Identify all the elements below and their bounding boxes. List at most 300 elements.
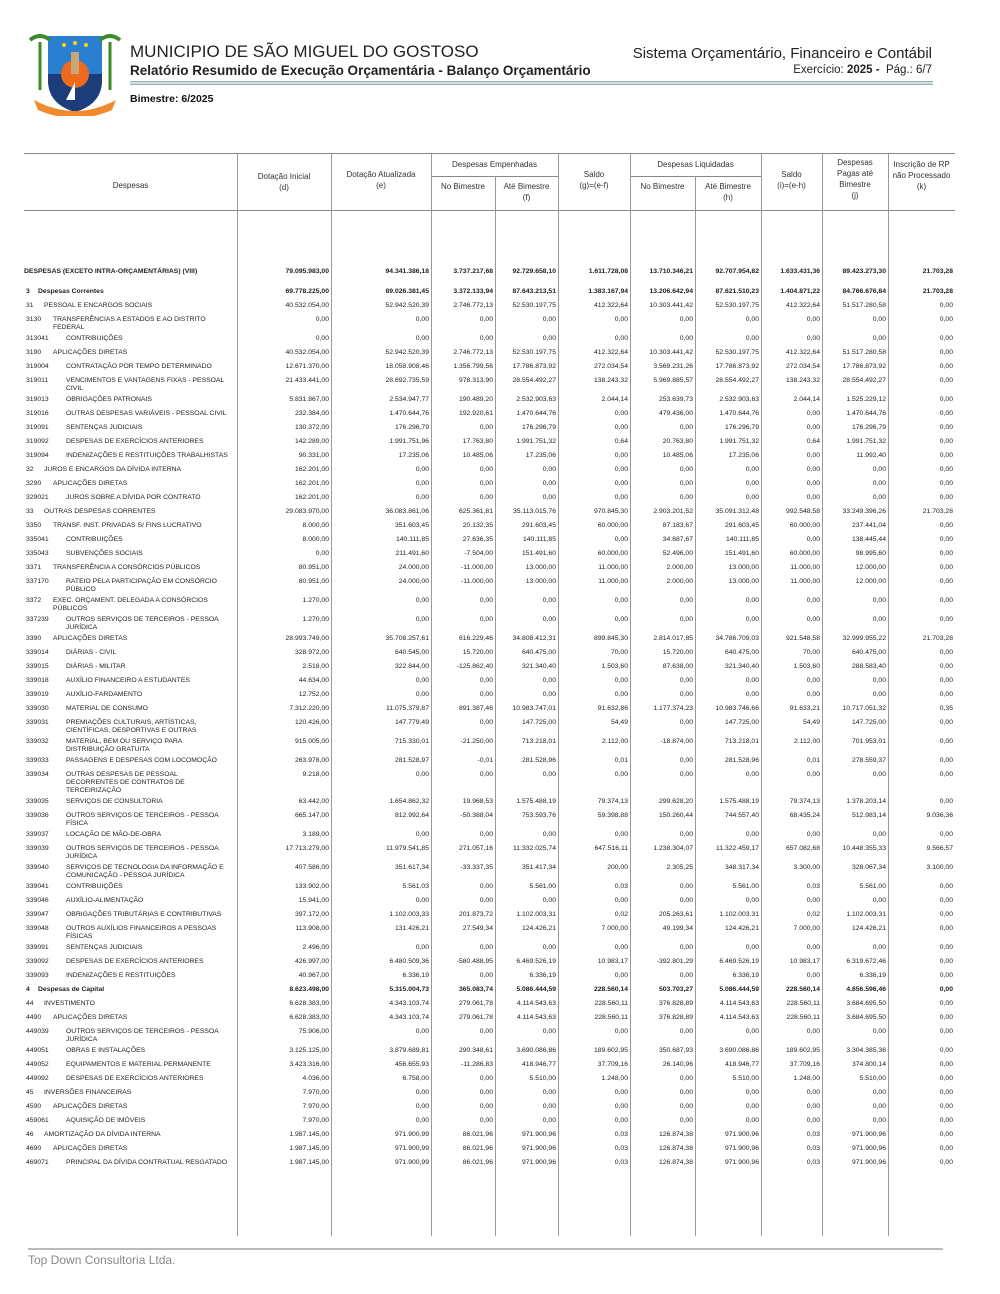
value-cell: 0,00 [415,677,429,684]
value-cell: 0,00 [415,1028,429,1035]
row-label [24,735,237,754]
value-cell: 0,03 [806,1159,820,1166]
value-cell: 0,00 [415,480,429,487]
value-cell: 971.900,96 [724,1145,759,1152]
value-cell: 2.532.903,63 [719,396,759,403]
value-cell: 13.710.346,21 [649,268,693,275]
value-cell: 0,00 [806,494,820,501]
value-cell: -392.801,29 [656,958,693,965]
value-cell: 0,00 [939,1028,953,1035]
value-cell: 4.114.543,63 [719,1014,759,1021]
value-cell: 0,00 [939,1145,953,1152]
value-cell: 0,00 [479,883,493,890]
value-cell: 0,00 [939,897,953,904]
value-cell: 28.993.749,00 [285,635,329,642]
table-row [24,1011,955,1025]
table-row [24,969,955,983]
footer-company: Top Down Consultoria Ltda. [28,1253,176,1267]
value-cell: 200,00 [607,864,628,871]
value-cell: 479.436,00 [658,410,693,417]
value-cell: 0,00 [745,771,759,778]
value-cell: 63.442,00 [298,798,329,805]
row-code: 337239 [26,616,49,623]
value-cell: 1.987.145,00 [289,1145,329,1152]
value-cell: 17.235,06 [398,452,429,459]
row-label [24,842,237,861]
value-cell: 28.554.492,27 [842,377,886,384]
col-pagas [827,157,883,201]
value-cell: 0,00 [542,677,556,684]
row-description: OUTROS SERVIÇOS DE TERCEIROS - PESSOA JURÍDICA [66,616,219,631]
value-cell: 0,00 [745,1117,759,1124]
table-row [24,674,955,688]
value-cell: 1.991.751,32 [516,438,556,445]
table-row [24,842,955,861]
value-cell: 0,00 [872,335,886,342]
value-cell: 124.426,21 [851,925,886,932]
value-cell: 0,00 [806,466,820,473]
value-cell: 147.725,00 [521,719,556,726]
value-cell: 0,00 [806,897,820,904]
value-cell: 0,00 [614,424,628,431]
value-cell: 89.026.381,45 [385,288,429,295]
value-cell: 3.737.217,68 [453,268,493,275]
row-description: OBRAS E INSTALAÇÕES [66,1047,146,1054]
value-cell: 60.000,00 [597,522,628,529]
table-row [24,346,955,360]
value-cell: 0,00 [806,691,820,698]
value-cell: 0,00 [614,536,628,543]
value-cell: 0,00 [614,972,628,979]
row-description: AUXÍLIO FINANCEIRO A ESTUDANTES [66,677,190,684]
value-cell: 0,00 [939,911,953,918]
table-row [24,660,955,674]
row-code: 339036 [26,812,49,819]
value-cell: 10.983.747,01 [512,705,556,712]
value-cell: 1.470.644,76 [389,410,429,417]
value-cell: 640.475,00 [521,649,556,656]
col-despesas: Despesas [112,181,149,190]
row-label [24,407,237,421]
value-cell: 0,00 [939,972,953,979]
value-cell: 6.758,00 [402,1075,429,1082]
value-cell: 418.946,77 [521,1061,556,1068]
table-row [24,1114,955,1128]
value-cell: 0,00 [939,883,953,890]
value-cell: 126.874,38 [658,1145,693,1152]
value-cell: 0,00 [542,831,556,838]
value-cell: 322.844,00 [394,663,429,670]
col-label: (d) [279,183,289,192]
row-description: Despesas de Capital [38,986,105,993]
value-cell: 0,00 [542,597,556,604]
value-cell: 0,00 [806,616,820,623]
row-code: 339092 [26,958,49,965]
value-cell: 0,01 [614,757,628,764]
value-cell: 8.000,00 [302,522,329,529]
table-row [24,299,955,313]
value-cell: 0,00 [745,1103,759,1110]
value-cell: 0,00 [614,944,628,951]
value-cell: 0,00 [806,1117,820,1124]
value-cell: 11.000,00 [598,564,628,571]
value-cell: 80.951,00 [298,564,329,571]
row-code: 339093 [26,972,49,979]
value-cell: 272.034,54 [593,363,628,370]
value-cell: 13.206.642,94 [649,288,693,295]
value-cell: 0,00 [679,1028,693,1035]
row-description: APLICAÇÕES DIRETAS [53,635,128,642]
row-code: 46 [26,1131,34,1138]
row-label [24,393,237,407]
value-cell: 34.808.412,31 [512,635,556,642]
value-cell: 133.902,00 [294,883,329,890]
value-cell: 0,00 [939,494,953,501]
table-row [24,613,955,632]
value-cell: 20.132,35 [462,522,493,529]
value-cell: 176.296,79 [521,424,556,431]
row-label [24,519,237,533]
row-description: PREMIAÇÕES CULTURAIS, ARTÍSTICAS, CIENTÍFICAS, DESPORTIVAS E OUTRAS [66,719,197,734]
row-code: 339035 [26,798,49,805]
value-cell: 0,00 [939,757,953,764]
value-cell: 176.296,79 [851,424,886,431]
row-code: 339048 [26,925,49,932]
value-cell: 1.102.003,31 [516,911,556,918]
value-cell: 299.628,20 [658,798,693,805]
value-cell: 291.603,45 [724,522,759,529]
value-cell: 21.703,28 [922,268,953,275]
value-cell: 27.549,34 [462,925,493,932]
value-cell: 0,00 [806,771,820,778]
value-cell: 0,00 [872,1117,886,1124]
value-cell: 12.752,00 [298,691,329,698]
value-cell: 147.779,49 [394,719,429,726]
row-label [24,941,237,955]
value-cell: 0,00 [479,466,493,473]
value-cell: 412.322,64 [785,302,820,309]
value-cell: 1.238.304,07 [653,845,693,852]
col-label: Dotação Atualizada [346,170,416,179]
value-cell: 0,00 [806,410,820,417]
value-cell: 86.021,96 [462,1159,493,1166]
value-cell: 4.114.543,63 [516,1000,556,1007]
col-label: (i)=(e-h) [777,181,806,190]
value-cell: 2.044,14 [601,396,628,403]
value-cell: 11.075.379,87 [386,705,429,712]
row-description: TRANSF. INST. PRIVADAS S/ FINS LUCRATIVO [53,522,202,529]
value-cell: 5.561,03 [402,883,429,890]
value-cell: 0,00 [614,691,628,698]
row-description: INDENIZAÇÕES E RESTITUIÇÕES TRABALHISTAS [66,452,228,459]
value-cell: 228.560,11 [594,1014,628,1021]
value-cell: -21.250,00 [460,738,493,745]
value-cell: 124.426,21 [724,925,759,932]
table-row [24,491,955,505]
row-description: APLICAÇÕES DIRETAS [53,1103,128,1110]
col-label: Inscrição de RP não Processado [892,160,951,180]
value-cell: -11.000,00 [461,564,493,571]
value-cell: 657.082,68 [785,845,820,852]
value-cell: 0,00 [872,677,886,684]
value-cell: 971.900,99 [394,1131,429,1138]
value-cell: 0,03 [614,1131,628,1138]
value-cell: 0,00 [939,363,953,370]
row-code: 33 [26,508,34,515]
value-cell: 21.703,28 [922,635,953,642]
table-row [24,997,955,1011]
value-cell: 0,00 [542,771,556,778]
value-cell: 291.603,45 [521,522,556,529]
value-cell: 0,00 [679,972,693,979]
value-cell: 2.534.947,77 [389,396,429,403]
value-cell: 971.900,99 [394,1145,429,1152]
exercise-label: Exercício: [793,64,844,76]
value-cell: 0,00 [542,897,556,904]
row-description: DESPESAS DE EXERCÍCIOS ANTERIORES [66,438,204,445]
value-cell: 7.000,00 [601,925,628,932]
value-cell: 0,00 [614,897,628,904]
row-label [24,533,237,547]
value-cell: 0,00 [939,578,953,585]
value-cell: -18.874,00 [660,738,693,745]
value-cell: 13.000,00 [525,564,556,571]
value-cell: 0,00 [614,410,628,417]
value-cell: 24.000,00 [398,564,429,571]
value-cell: 0,00 [939,798,953,805]
value-cell: 15.941,00 [298,897,329,904]
value-cell: 15.720,00 [462,649,493,656]
value-cell: 0,00 [679,466,693,473]
value-cell: 0,00 [542,1103,556,1110]
row-label [24,795,237,809]
row-label [24,880,237,894]
value-cell: 228.560,14 [785,986,820,993]
value-cell: 971.900,96 [521,1159,556,1166]
col-dotacao-inicial [237,171,331,193]
row-label [24,688,237,702]
value-cell: 0,00 [315,335,329,342]
value-cell: 0,00 [679,480,693,487]
row-description: JUROS E ENCARGOS DA DÍVIDA INTERNA [44,466,182,473]
value-cell: 899.845,30 [593,635,628,642]
value-cell: 70,00 [802,649,820,656]
value-cell: 2.746.772,13 [453,349,493,356]
table-row [24,894,955,908]
value-cell: 0,00 [745,466,759,473]
table-row [24,332,955,346]
municipality-title: MUNICIPIO DE SÃO MIGUEL DO GOSTOSO [130,42,479,61]
col-label: Até Bimestre [705,182,751,191]
value-cell: 0,00 [479,316,493,323]
value-cell: 0,00 [679,691,693,698]
row-label [24,1156,237,1170]
row-description: APLICAÇÕES DIRETAS [53,349,128,356]
value-cell: 2.000,00 [666,564,693,571]
row-label [24,299,237,313]
row-label [24,313,237,332]
value-cell: 350.687,93 [658,1047,693,1054]
col-empenhadas: Despesas Empenhadas [452,160,537,169]
col-label: (f) [522,193,531,202]
col-liquidadas: Despesas Liquidadas [657,160,734,169]
value-cell: 228.560,14 [593,986,628,993]
row-description: VENCIMENTOS E VANTAGENS FIXAS - PESSOAL CIVIL [66,377,225,392]
value-cell: 0,00 [939,1131,953,1138]
value-cell: 0,00 [745,677,759,684]
value-cell: 0,00 [614,1103,628,1110]
row-description: SERVIÇOS DE CONSULTORIA [66,798,163,805]
value-cell: 0,00 [679,677,693,684]
value-cell: 0,01 [806,757,820,764]
value-cell: 0,64 [806,438,820,445]
value-cell: 0,02 [806,911,820,918]
value-cell: 90.331,00 [298,452,329,459]
row-description: OUTRAS DESPESAS CORRENTES [44,508,156,515]
col-label: Saldo [583,170,605,179]
table-row [24,421,955,435]
value-cell: 86.021,96 [462,1131,493,1138]
value-cell: 0,00 [939,925,953,932]
value-cell: 971.900,99 [394,1159,429,1166]
value-cell: 0,00 [679,1103,693,1110]
value-cell: 2.814.017,85 [653,635,693,642]
value-cell: 0,00 [542,335,556,342]
row-code: 339091 [26,944,49,951]
row-code: 44 [26,1000,34,1007]
table-row [24,533,955,547]
value-cell: 0,00 [872,897,886,904]
value-cell: 812.992,64 [394,812,429,819]
col-saldo-i [761,169,822,191]
row-description: INVESTIMENTO [44,1000,95,1007]
value-cell: 0,00 [542,691,556,698]
value-cell: 60.000,00 [789,550,820,557]
table-row [24,1128,955,1142]
row-code: 3372 [26,597,42,604]
value-cell: 60.000,00 [597,550,628,557]
row-label [24,346,237,360]
row-description: SUBVENÇÕES SOCIAIS [66,550,143,557]
value-cell: 3.879.689,81 [389,1047,429,1054]
value-cell: 0,00 [479,1089,493,1096]
value-cell: 120.426,00 [294,719,329,726]
value-cell: 1.248,00 [793,1075,820,1082]
row-code: 3350 [26,522,42,529]
row-description: CONTRIBUIÇÕES [66,883,123,890]
value-cell: 2.112,00 [794,738,820,745]
value-cell: 189.602,95 [785,1047,820,1054]
value-cell: 0,00 [679,757,693,764]
value-cell: 126.874,38 [658,1131,693,1138]
col-label: Dotação Inicial [257,172,311,181]
row-label [24,491,237,505]
value-cell: 6.480.509,36 [389,958,429,965]
value-cell: 0,00 [679,316,693,323]
row-code: 32 [26,466,34,473]
table-row [24,360,955,374]
value-cell: 68.435,24 [789,812,820,819]
value-cell: -50.388,04 [460,812,493,819]
value-cell: -11.286,83 [461,1061,493,1068]
value-cell: 1.356.799,56 [453,363,493,370]
value-cell: 0,00 [939,958,953,965]
value-cell: 89.423.273,30 [842,268,886,275]
value-cell: 288.583,40 [851,663,886,670]
value-cell: 1.470.644,76 [846,410,886,417]
row-code: 319016 [26,410,49,417]
value-cell: 426.997,00 [294,958,329,965]
row-code: 449051 [26,1047,49,1054]
row-description: AMORTIZAÇÃO DA DÍVIDA INTERNA [44,1131,161,1138]
row-label [24,265,237,285]
value-cell: 11.000,00 [598,578,628,585]
value-cell: 412.322,64 [785,349,820,356]
value-cell: 3.569.231,26 [653,363,693,370]
table-row [24,265,955,285]
value-cell: 33.249.396,26 [842,508,886,515]
value-cell: 271.057,16 [458,845,493,852]
value-cell: 17.786.873,92 [842,363,886,370]
value-cell: 3.690.086,86 [516,1047,556,1054]
value-cell: 13.000,00 [728,564,759,571]
value-cell: 232.384,00 [294,410,329,417]
value-cell: 0,00 [614,466,628,473]
value-cell: 162.201,00 [294,466,329,473]
value-cell: 0,00 [872,944,886,951]
table-row [24,374,955,393]
row-description: APLICAÇÕES DIRETAS [53,1014,128,1021]
value-cell: 0,00 [939,452,953,459]
row-description: OUTRAS DESPESAS DE PESSOAL DECORRENTES DE CONTRATOS DE TERCEIRIZAÇÃO [66,771,185,794]
value-cell: 130.372,00 [294,424,329,431]
row-description: EQUIPAMENTOS E MATERIAL PERMANENTE [66,1061,211,1068]
table-row [24,828,955,842]
value-cell: 0,00 [542,616,556,623]
value-cell: 1.987.145,00 [289,1131,329,1138]
row-code: 449039 [26,1028,49,1035]
value-cell: 6.319.672,46 [846,958,886,965]
value-cell: 190.489,20 [458,396,493,403]
value-cell: 151.491,60 [521,550,556,557]
row-label [24,332,237,346]
value-cell: 0,00 [479,677,493,684]
value-cell: 228.560,11 [594,1000,628,1007]
value-cell: 921.548,58 [785,635,820,642]
value-cell: 86.021,96 [462,1145,493,1152]
value-cell: 992.548,58 [785,508,820,515]
row-code: 449092 [26,1075,49,1082]
value-cell: 17.713.279,00 [285,845,329,852]
value-cell: 0,00 [806,1028,820,1035]
value-cell: 2.000,00 [666,578,693,585]
value-cell: 0,00 [872,616,886,623]
value-cell: 6.336,19 [529,972,556,979]
table-row [24,1100,955,1114]
value-cell: 40.532.054,00 [285,349,329,356]
row-description: OUTROS SERVIÇOS DE TERCEIROS - PESSOA JURÍDICA [66,1028,219,1043]
value-cell: 0,00 [939,550,953,557]
value-cell: 49.199,34 [662,925,693,932]
value-cell: 0,00 [806,536,820,543]
row-description: CONTRATAÇÃO POR TEMPO DETERMINADO [66,363,212,370]
value-cell: 1.525.229,12 [846,396,886,403]
value-cell: 0,00 [415,944,429,951]
value-cell: 52.530.197,75 [512,302,556,309]
row-label [24,360,237,374]
value-cell: 279.061,78 [458,1000,493,1007]
value-cell: 0,00 [939,663,953,670]
